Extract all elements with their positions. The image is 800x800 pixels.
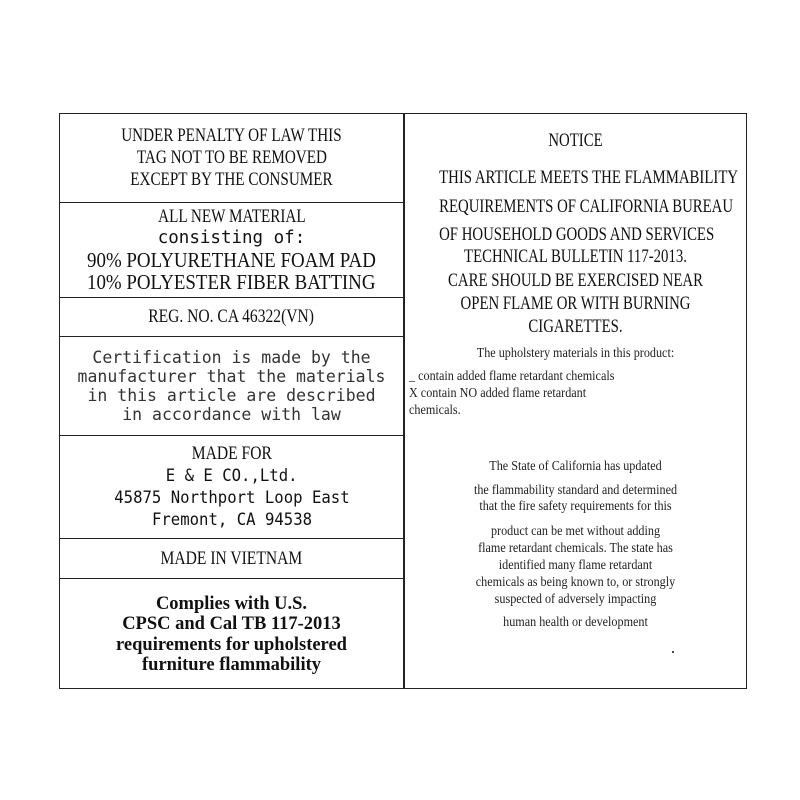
made-for-heading: MADE FOR: [191, 443, 272, 464]
material-line: 10% POLYESTER FIBER BATTING: [87, 270, 376, 294]
state-notice-line: human health or development: [503, 614, 648, 629]
material-heading: ALL NEW MATERIAL: [157, 207, 306, 227]
state-notice-line: the flammability standard and determined: [473, 482, 678, 497]
notice-line: CARE SHOULD BE EXERCISED NEAR: [448, 271, 703, 291]
notice-line: CIGARETTES.: [528, 317, 623, 337]
compliance-line: Complies with U.S.: [155, 593, 308, 614]
penalty-line: TAG NOT TO BE REMOVED: [136, 148, 327, 168]
material-subheading: consisting of:: [157, 228, 306, 248]
flame-retardant-option-none: X contain NO added flame retardant: [409, 385, 587, 400]
trailing-mark: [672, 651, 674, 653]
notice-line: REQUIREMENTS OF CALIFORNIA BUREAU: [439, 197, 734, 217]
compliance-section: [60, 579, 403, 690]
origin-section: [60, 539, 403, 579]
material-section: [60, 203, 403, 298]
certification-line: in this article are described: [87, 386, 376, 405]
company-name: E & E CO.,Ltd.: [165, 466, 298, 486]
flame-retardant-option-none-cont: chemicals.: [409, 402, 461, 417]
penalty-line: UNDER PENALTY OF LAW THIS: [121, 126, 342, 146]
compliance-line: furniture flammability: [142, 655, 321, 675]
state-notice-line: chemicals as being known to, or strongly: [475, 574, 676, 589]
flame-retardant-option-added: _ contain added flame retardant chemicals: [409, 368, 615, 383]
certification-section: [60, 337, 403, 436]
company-city: Fremont, CA 94538: [151, 510, 312, 530]
compliance-line: requirements for upholstered: [116, 634, 347, 655]
made-for-section: [60, 436, 403, 539]
notice-line: THIS ARTICLE MEETS THE FLAMMABILITY: [439, 168, 739, 188]
compliance-line: CPSC and Cal TB 117-2013: [122, 614, 341, 634]
notice-title: NOTICE: [548, 131, 603, 151]
company-street: 45875 Northport Loop East: [113, 488, 350, 508]
state-notice-line: product can be met without adding: [490, 523, 661, 538]
right-column: [405, 114, 746, 688]
certification-line: in accordance with law: [122, 405, 341, 424]
penalty-line: EXCEPT BY THE CONSUMER: [130, 170, 333, 190]
penalty-section: [60, 114, 403, 203]
left-column: [60, 114, 403, 688]
registration-section: [60, 298, 403, 337]
country-of-origin: MADE IN VIETNAM: [160, 547, 303, 569]
state-notice-line: The State of California has updated: [489, 458, 662, 473]
state-notice-line: suspected of adversely impacting: [494, 591, 657, 606]
notice-line: TECHNICAL BULLETIN 117-2013.: [464, 247, 687, 267]
notice-line: OF HOUSEHOLD GOODS AND SERVICES: [439, 225, 715, 245]
law-label-tag: [59, 113, 747, 689]
certification-line: Certification is made by the: [92, 348, 371, 367]
state-notice-line: identified many flame retardant: [498, 557, 653, 572]
notice-line: OPEN FLAME OR WITH BURNING: [460, 294, 691, 314]
state-notice-line: flame retardant chemicals. The state has: [478, 540, 673, 555]
certification-line: manufacturer that the materials: [77, 367, 386, 386]
material-line: 90% POLYURETHANE FOAM PAD: [87, 248, 376, 272]
registration-number: REG. NO. CA 46322(VN): [148, 306, 315, 327]
materials-intro: The upholstery materials in this product:: [476, 345, 675, 360]
state-notice-line: that the fire safety requirements for this: [479, 498, 672, 513]
